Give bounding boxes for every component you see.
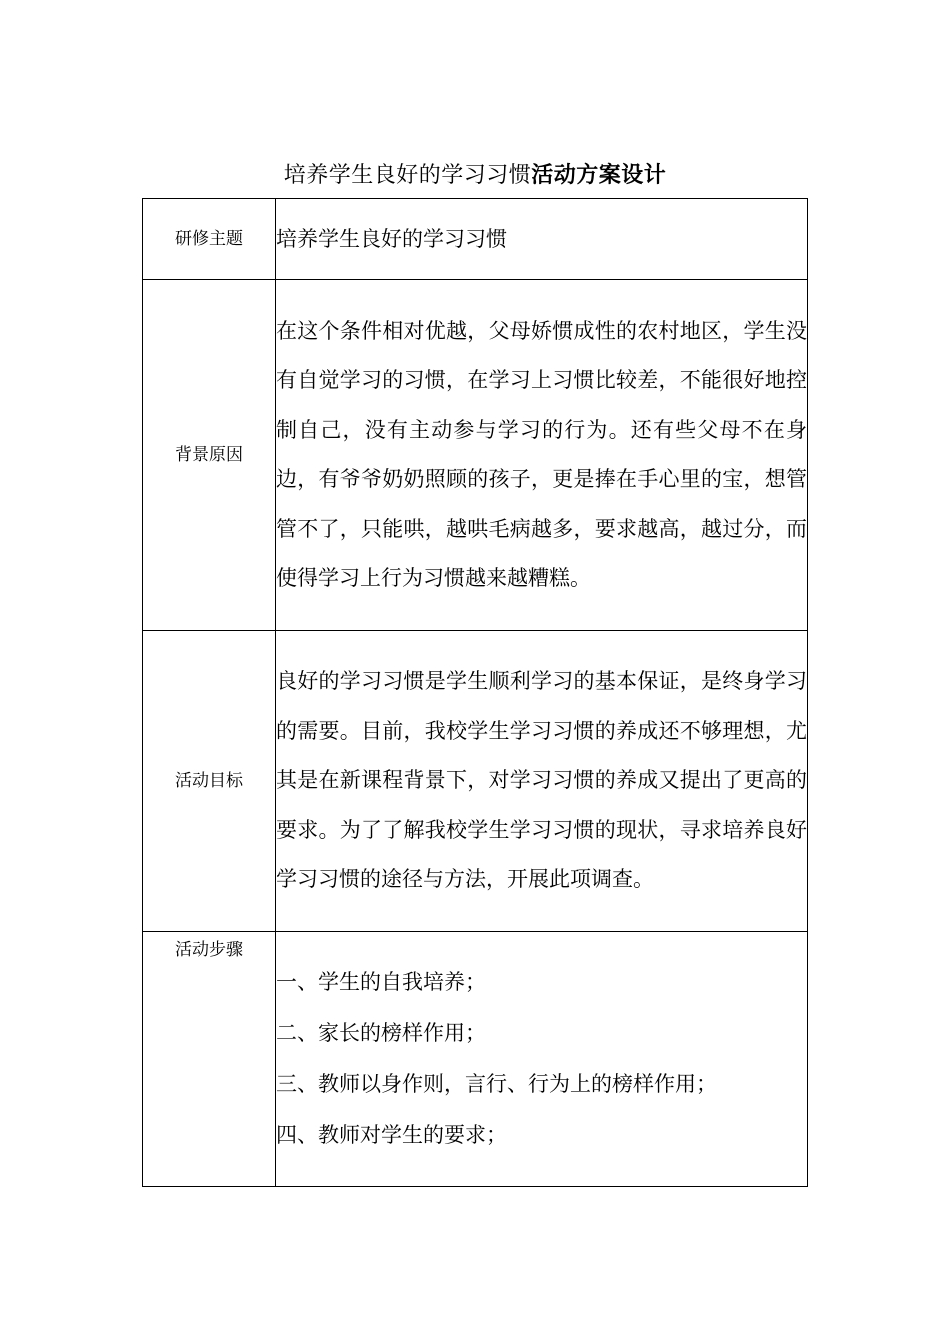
topic-content: 培养学生良好的学习习惯 xyxy=(276,199,808,280)
steps-content xyxy=(276,932,808,1187)
title-bold-part: 活动方案设计 xyxy=(531,162,667,188)
list-item: 三、教师以身作则，言行、行为上的榜样作用； xyxy=(276,1072,717,1096)
steps-list xyxy=(276,957,807,1161)
background-label: 背景原因 xyxy=(143,280,276,631)
table-row-steps xyxy=(143,932,808,1187)
title-normal-part: 培养学生良好的学习习惯 xyxy=(283,163,532,188)
list-item: 二、家长的榜样作用； xyxy=(276,1021,486,1045)
table-row-goal xyxy=(143,631,808,932)
list-item: 四、教师对学生的要求； xyxy=(276,1123,507,1147)
activity-plan-table xyxy=(142,198,808,1187)
table-row-topic xyxy=(143,199,808,280)
table-row-background xyxy=(143,280,808,631)
list-item: 一、学生的自我培养； xyxy=(276,970,486,994)
topic-label: 研修主题 xyxy=(143,199,276,280)
document-title xyxy=(0,160,950,191)
background-content: 在这个条件相对优越，父母娇惯成性的农村地区，学生没有自觉学习的习惯，在学习上习惯比较差，不能很好地控制自己，没有主动参与学习的行为。还有些父母不在身边，有爷爷奶奶照顾的孩子，更是捧在手心里的宝，想管管不了，只能哄，越哄毛病越多，要求越高，越过分，而使得学习上行为习惯越来越糟糕。 xyxy=(276,280,808,631)
goal-content: 良好的学习习惯是学生顺利学习的基本保证，是终身学习的需要。目前，我校学生学习习惯的养成还不够理想，尤其是在新课程背景下，对学习习惯的养成又提出了更高的要求。为了了解我校学生学习习惯的现状，寻求培养良好学习习惯的途径与方法，开展此项调查。 xyxy=(276,631,808,932)
goal-label: 活动目标 xyxy=(143,631,276,932)
steps-label: 活动步骤 xyxy=(143,932,276,1187)
